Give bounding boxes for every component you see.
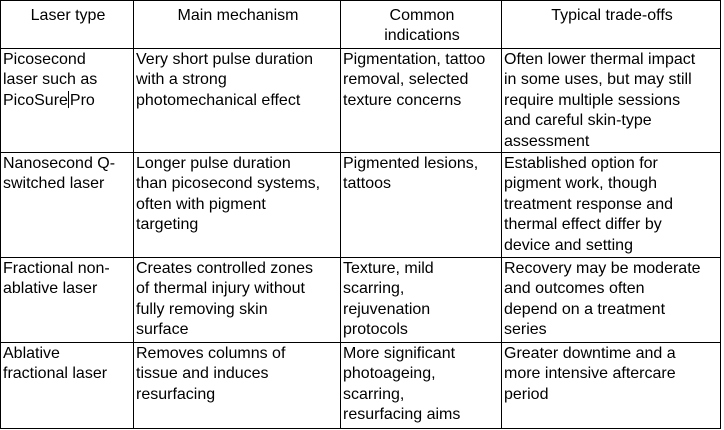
- cell-laser-type[interactable]: [1, 49, 134, 153]
- cell-text-line: series: [504, 321, 547, 339]
- cell-text-line: in some uses, but may still: [504, 71, 692, 89]
- cell-text-line: Picosecond: [3, 51, 86, 68]
- cell-typical-trade-offs[interactable]: [502, 258, 721, 343]
- cell-text-line: more intensive aftercare: [504, 365, 676, 383]
- cell-typical-trade-offs[interactable]: [502, 343, 721, 429]
- cell-text-line: and outcomes often: [504, 280, 645, 298]
- cell-common-indications[interactable]: [341, 258, 502, 343]
- table-row: [1, 343, 721, 429]
- cell-text-line: photomechanical effect: [136, 91, 301, 109]
- cell-text-line: of thermal injury without: [136, 280, 305, 298]
- cell-text-line: than picosecond systems,: [136, 175, 321, 193]
- cell-text-line: Pigmentation, tattoo: [343, 51, 486, 68]
- table-row: [1, 49, 721, 153]
- cell-text-line: tissue and induces: [136, 365, 269, 383]
- cell-text-line: with a strong: [136, 71, 227, 89]
- cell-text-line: Typical trade-offs: [551, 7, 673, 24]
- cell-text-line: protocols: [343, 321, 408, 339]
- table-row: [1, 258, 721, 343]
- cell-text-line: PicoSure Pro: [3, 91, 95, 109]
- cell-text-line: Nanosecond Q-: [3, 155, 116, 173]
- cell-laser-type[interactable]: [1, 153, 134, 258]
- cell-laser-type[interactable]: [1, 343, 134, 429]
- cell-main-mechanism[interactable]: [134, 258, 341, 343]
- header-common-indications: [341, 1, 502, 49]
- cell-text-line: often with pigment: [136, 195, 266, 213]
- cell-text-line: scarring,: [343, 280, 405, 298]
- cell-text-line: resurfacing: [136, 385, 216, 403]
- cell-text-line: Greater downtime and a: [504, 345, 676, 363]
- cell-text-line: More significant: [343, 345, 456, 363]
- cell-text-line: laser such as: [3, 71, 98, 89]
- cell-text-line: fractional laser: [3, 365, 108, 383]
- cell-text-line: Creates controlled zones: [136, 260, 313, 278]
- cell-text-line: switched laser: [3, 175, 105, 193]
- cell-text-line: Fractional non-: [3, 260, 110, 278]
- cell-text-line: Common: [389, 7, 455, 24]
- text-cursor: [68, 91, 69, 108]
- cell-main-mechanism[interactable]: [134, 153, 341, 258]
- cell-typical-trade-offs[interactable]: [502, 49, 721, 153]
- cell-text-line: resurfacing aims: [343, 406, 461, 424]
- cell-text-line: thermal effect differ by: [504, 216, 662, 234]
- cell-text-line: treatment response and: [504, 195, 673, 213]
- cell-text-line: Ablative: [3, 345, 60, 363]
- cell-text-line: and careful skin-type: [504, 112, 652, 130]
- cell-text-line: tattoos: [343, 175, 392, 193]
- cell-common-indications[interactable]: [341, 49, 502, 153]
- cell-text-line: ablative laser: [3, 280, 98, 298]
- cell-text-line: surface: [136, 321, 189, 339]
- cell-text-line: Pigmented lesions,: [343, 155, 479, 173]
- cell-text-line: fully removing skin: [136, 300, 268, 318]
- cell-text-line: pigment work, though: [504, 175, 657, 193]
- cell-main-mechanism[interactable]: [134, 49, 341, 153]
- cell-main-mechanism[interactable]: [134, 343, 341, 429]
- header-row: [1, 1, 721, 49]
- cell-text-line: texture concerns: [343, 91, 462, 109]
- cell-text-line: indications: [384, 27, 460, 45]
- cell-text-line: removal, selected: [343, 71, 469, 89]
- cell-laser-type[interactable]: [1, 258, 134, 343]
- cell-text-line: scarring,: [343, 385, 405, 403]
- table-row: [1, 153, 721, 258]
- cell-text-line: Removes columns of: [136, 345, 286, 363]
- cell-text-line: assessment: [504, 132, 590, 150]
- cell-text-line: photoageing,: [343, 365, 436, 383]
- header-laser-type: [1, 1, 134, 49]
- cell-common-indications[interactable]: [341, 153, 502, 258]
- cell-text-line: require multiple sessions: [504, 91, 681, 109]
- cell-text-line: Recovery may be moderate: [504, 260, 701, 278]
- cell-text-line: device and setting: [504, 236, 633, 254]
- cell-text-line: targeting: [136, 216, 199, 234]
- cell-text-line: rejuvenation: [343, 300, 431, 318]
- cell-common-indications[interactable]: [341, 343, 502, 429]
- cell-text-line: Very short pulse duration: [136, 51, 313, 68]
- cell-text-line: period: [504, 385, 549, 403]
- cell-text-line: Laser type: [30, 7, 106, 24]
- cell-text-line: Often lower thermal impact: [504, 51, 696, 68]
- header-main-mechanism: [134, 1, 341, 49]
- cell-typical-trade-offs[interactable]: [502, 153, 721, 258]
- cell-text-line: Longer pulse duration: [136, 155, 291, 173]
- cell-text-line: Main mechanism: [177, 7, 299, 24]
- cell-text-line: Established option for: [504, 155, 658, 173]
- cell-text-line: depend on a treatment: [504, 300, 666, 318]
- cell-text-line: Texture, mild: [343, 260, 434, 278]
- header-typical-trade-offs: [502, 1, 721, 49]
